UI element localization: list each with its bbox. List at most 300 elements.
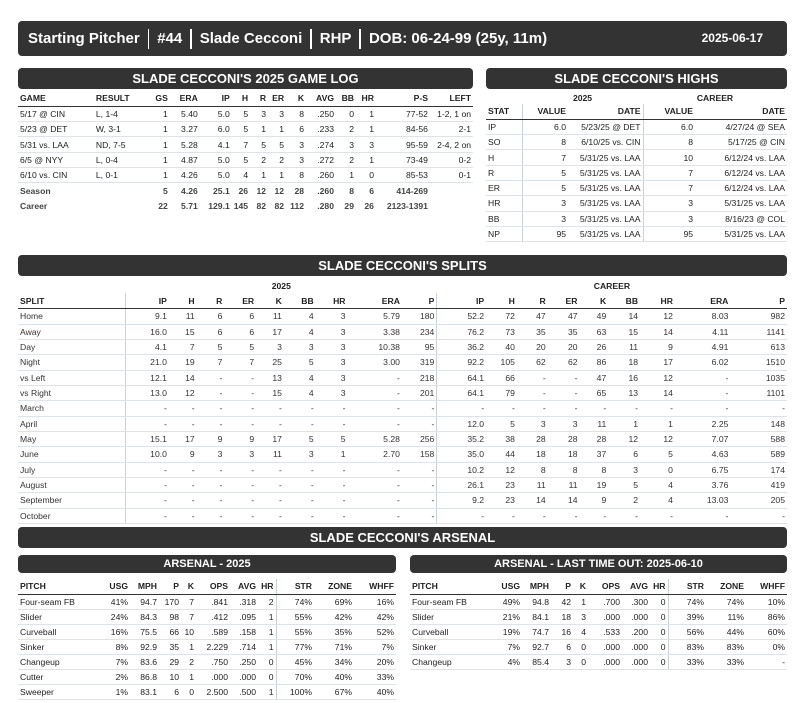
table-cell: R [486,165,522,180]
highs-row [486,119,787,134]
pitch-row [18,685,396,700]
table-cell: 8 [548,462,580,477]
table-cell: - [256,508,284,523]
table-cell: 1 [316,447,348,462]
table-cell: 3.27 [170,122,200,137]
table-cell: 13.03 [675,493,730,508]
table-cell: 1 [258,624,276,639]
table-cell: 9 [169,447,197,462]
table-cell: - [197,401,225,416]
column-header: RESULT [94,91,152,106]
table-cell: 0 [258,670,276,685]
table-cell: 9 [640,339,675,354]
game-row [18,152,473,167]
table-cell: 28 [517,431,548,446]
table-cell: 3 [268,106,286,121]
table-cell: SO [486,135,522,150]
arsenal-season-table [18,579,396,700]
table-cell: 8 [580,462,609,477]
table-cell: 92.2 [437,355,486,370]
table-cell: Home [18,309,126,324]
table-cell: 0 [181,685,196,700]
table-cell: - [284,462,316,477]
table-cell: 55% [276,609,314,624]
table-cell: 3 [316,370,348,385]
totals-row [18,198,473,213]
table-cell: 85.4 [522,654,551,669]
table-cell: vs Left [18,370,126,385]
table-cell: 0 [336,106,356,121]
table-cell: .260 [317,185,334,196]
table-cell: - [348,401,402,416]
table-cell: 71% [314,639,354,654]
table-cell: 3 [286,137,306,152]
table-cell: 18 [517,447,548,462]
table-cell: 7 [643,165,695,180]
game-log-table [18,91,473,213]
table-cell: - [517,401,548,416]
table-cell: 6 [369,185,374,196]
table-cell [94,183,152,198]
table-cell: 60% [746,624,787,639]
table-cell: 1 [356,152,376,167]
table-cell: .714 [230,639,258,654]
table-cell: 33% [354,670,396,685]
table-cell: L, 1-4 [94,106,152,121]
table-cell: - [437,401,486,416]
pitch-row [18,639,396,654]
arsenal-last-title: ARSENAL - LAST TIME OUT: 2025-06-10 [410,555,787,573]
table-cell: April [18,416,126,431]
table-cell: 73-49 [376,152,430,167]
table-cell: 35 [517,324,548,339]
table-cell: 6.0 [643,119,695,134]
game-row [18,137,473,152]
table-cell: 11 [169,309,197,324]
table-cell: 33% [668,654,706,669]
table-cell: BB [486,211,522,226]
table-cell: 6 [224,324,256,339]
table-cell: 33% [706,654,746,669]
table-cell: 5.0 [200,106,232,121]
table-cell: Curveball [18,624,102,639]
table-cell: 148 [730,416,787,431]
table-cell: .000 [230,670,258,685]
table-cell: - [256,477,284,492]
column-header: BB [608,293,640,308]
table-cell: 15 [608,324,640,339]
table-cell: 6 [551,639,573,654]
table-cell: 94.7 [130,594,159,609]
header-row [18,579,396,594]
table-cell: 9 [224,431,256,446]
column-header: K [181,579,196,594]
table-cell: 52.2 [437,309,486,324]
table-cell: 8 [349,185,354,196]
table-cell: - [608,401,640,416]
column-header: STAT [486,104,522,119]
table-cell: - [126,401,169,416]
column-header: ZONE [706,579,746,594]
table-cell: 16.0 [126,324,169,339]
table-cell: 11 [517,477,548,492]
table-cell: 7 [197,355,225,370]
table-cell: 14 [640,324,675,339]
table-cell: 63 [580,324,609,339]
table-cell: 5 [284,355,316,370]
table-cell: 100% [276,685,314,700]
table-cell: 6.02 [675,355,730,370]
table-cell: 5/31/25 vs. LAA [568,226,643,241]
table-cell: - [675,401,730,416]
table-cell: 17 [256,431,284,446]
table-cell: 2 [181,654,196,669]
table-cell: 1 [268,167,286,182]
table-cell: 11% [706,609,746,624]
column-header: P [159,579,181,594]
table-cell: 5 [232,106,250,121]
table-cell: 5.0 [200,167,232,182]
table-cell: 10% [746,594,787,609]
table-cell: - [517,385,548,400]
table-cell: Sinker [18,639,102,654]
table-cell: 49 [580,309,609,324]
table-cell: 3 [522,211,568,226]
table-cell: Four-seam FB [410,594,494,609]
table-cell: 95 [643,226,695,241]
table-cell: 15 [169,324,197,339]
table-cell: 1 [258,609,276,624]
table-cell: .533 [588,624,622,639]
column-header: USG [102,579,130,594]
table-cell: 74.7 [522,624,551,639]
table-cell: 8/16/23 @ COL [695,211,787,226]
header-divider [148,29,150,49]
table-cell: .000 [622,654,650,669]
table-cell: 11 [256,309,284,324]
table-cell: 24% [102,609,130,624]
table-cell: 2 [336,152,356,167]
table-cell: 10 [181,624,196,639]
split-row [18,447,787,462]
column-header: R [197,293,225,308]
table-cell: - [746,654,787,669]
table-cell: 4 [284,324,316,339]
table-cell: 256 [402,431,437,446]
table-cell: 66 [486,370,517,385]
table-cell: - [348,493,402,508]
table-cell: - [730,508,787,523]
table-cell: 4% [494,654,522,669]
highs-group-career: CAREER [696,92,734,103]
table-cell: 1 [152,167,170,182]
totals-row [18,183,473,198]
table-cell: - [402,462,437,477]
table-cell: 319 [402,355,437,370]
table-cell: 86% [746,609,787,624]
table-cell: 5.28 [170,137,200,152]
table-cell: 5/31/25 vs. LAA [695,196,787,211]
table-cell: - [197,508,225,523]
table-cell: .233 [306,122,336,137]
table-cell: - [316,416,348,431]
table-cell: 35.0 [437,447,486,462]
table-cell: 4 [640,477,675,492]
table-cell: 4.63 [675,447,730,462]
table-cell: 8.03 [675,309,730,324]
table-cell: 5/31/25 vs. LAA [568,196,643,211]
table-cell: 47 [517,309,548,324]
table-cell: 4 [232,167,250,182]
table-cell: 47 [580,370,609,385]
pitch-row [18,609,396,624]
table-cell: - [284,401,316,416]
column-header: PITCH [410,579,494,594]
table-cell: 13.0 [126,385,169,400]
table-cell: 1 [640,416,675,431]
table-cell: 92.7 [522,639,551,654]
table-cell: ND, 7-5 [94,137,152,152]
game-row [18,167,473,182]
table-cell: - [224,416,256,431]
table-cell: 6 [608,447,640,462]
table-cell: 0 [573,639,588,654]
table-cell: 28 [580,431,609,446]
table-cell: 4/27/24 @ SEA [695,119,787,134]
table-cell: 1-2, 1 on [430,106,473,121]
table-cell: - [316,401,348,416]
table-cell: 1141 [730,324,787,339]
table-cell: 5 [197,339,225,354]
table-cell: 4 [640,493,675,508]
table-cell: .274 [306,137,336,152]
table-cell: 14 [640,385,675,400]
table-cell: - [126,462,169,477]
table-cell: 112 [290,200,305,211]
table-cell: .318 [230,594,258,609]
split-row [18,493,787,508]
table-cell: Night [18,355,126,370]
table-cell: 10.0 [126,447,169,462]
table-cell: 5.28 [348,431,402,446]
highs-row [486,226,787,241]
table-cell: - [224,401,256,416]
table-cell: - [580,401,609,416]
table-cell: 5/17/25 @ CIN [695,135,787,150]
table-cell: 23 [486,493,517,508]
table-cell: - [730,401,787,416]
header-row [486,104,787,119]
table-cell: 3 [316,309,348,324]
arsenal-season-title: ARSENAL - 2025 [18,555,396,573]
table-cell: 2.25 [675,416,730,431]
table-cell [430,198,473,213]
table-cell: 40 [486,339,517,354]
header-divider [310,29,312,49]
table-cell: 34% [314,654,354,669]
splits-title: SLADE CECCONI'S SPLITS [18,255,787,276]
table-cell: 15.1 [126,431,169,446]
table-cell: 12 [486,462,517,477]
table-cell: 129.1 [208,200,230,211]
table-cell: 6/10 vs. CIN [18,167,94,182]
table-cell: - [197,416,225,431]
role-label: Starting Pitcher [28,30,140,47]
table-cell: - [256,401,284,416]
table-cell: 28 [548,431,580,446]
table-cell: - [126,416,169,431]
table-cell: - [256,416,284,431]
table-cell: 5/31/25 vs. LAA [568,165,643,180]
table-cell: 3 [573,609,588,624]
column-header: AVG [230,579,258,594]
table-cell: - [284,493,316,508]
table-cell: 1 [250,122,268,137]
split-row [18,416,787,431]
table-cell: .260 [306,167,336,182]
table-cell: 74% [706,594,746,609]
table-cell: - [517,508,548,523]
table-cell: 26.1 [437,477,486,492]
table-cell: 414-269 [396,185,428,196]
table-cell: .158 [230,624,258,639]
table-cell: .272 [306,152,336,167]
table-cell: 5 [268,137,286,152]
highs-row [486,165,787,180]
table-cell: 1 [608,416,640,431]
table-cell: 5/31/25 vs. LAA [568,150,643,165]
column-header: HR [640,293,675,308]
table-cell: HR [486,196,522,211]
table-cell: 5/31/25 vs. LAA [568,180,643,195]
table-cell: 6/10/25 vs. CIN [568,135,643,150]
table-cell: 41% [102,594,130,609]
table-cell: June [18,447,126,462]
table-cell: 3 [224,447,256,462]
column-header: P-S [376,91,430,106]
table-cell: .300 [622,594,650,609]
column-header: OPS [196,579,230,594]
table-cell: 26 [580,339,609,354]
table-cell: 11 [548,477,580,492]
table-cell: - [256,493,284,508]
table-cell: H [486,150,522,165]
split-row [18,401,787,416]
column-header: USG [494,579,522,594]
table-cell: 29 [159,654,181,669]
table-cell: 12.1 [126,370,169,385]
table-cell: 0 [650,654,668,669]
table-cell: 83.6 [130,654,159,669]
pitch-row [410,624,787,639]
table-cell: - [316,493,348,508]
table-cell: - [580,508,609,523]
table-cell: 3 [284,339,316,354]
table-cell: - [548,385,580,400]
table-cell: 205 [730,493,787,508]
table-cell: 7 [522,150,568,165]
table-cell: 18 [548,447,580,462]
column-header: MPH [130,579,159,594]
table-cell: 47 [548,309,580,324]
table-cell: - [197,477,225,492]
table-cell: 3.76 [675,477,730,492]
column-header: K [286,91,306,106]
table-cell: 3 [316,385,348,400]
table-cell: 6 [197,309,225,324]
table-cell: 5 [284,431,316,446]
table-cell: - [197,462,225,477]
table-cell: 13 [608,385,640,400]
table-cell: 2 [258,594,276,609]
pitch-row [410,609,787,624]
pitch-row [410,639,787,654]
game-row [18,122,473,137]
column-header: WHFF [354,579,396,594]
table-cell: 7% [354,639,396,654]
column-header: ERA [348,293,402,308]
table-cell: 14 [608,309,640,324]
table-cell: August [18,477,126,492]
table-cell: 95-59 [376,137,430,152]
column-header: K [256,293,284,308]
table-cell: 1 [258,685,276,700]
table-cell: 4.11 [675,324,730,339]
table-cell: 1 [573,594,588,609]
table-cell: - [126,508,169,523]
table-cell: - [169,462,197,477]
table-cell: 10.38 [348,339,402,354]
table-cell: 1 [181,670,196,685]
column-header: R [250,91,268,106]
table-cell: 1035 [730,370,787,385]
table-cell: 6.0 [200,122,232,137]
table-cell: 16% [102,624,130,639]
table-cell: - [316,477,348,492]
table-cell: 64.1 [437,370,486,385]
table-cell: 4.1 [126,339,169,354]
column-header: ERA [675,293,730,308]
table-cell: - [640,508,675,523]
table-cell: 145 [233,200,249,211]
table-cell: - [608,508,640,523]
table-cell: NP [486,226,522,241]
table-cell: - [197,493,225,508]
table-cell: 40% [354,685,396,700]
table-cell: - [486,401,517,416]
table-cell: 5.79 [348,309,402,324]
highs-row [486,150,787,165]
table-cell: - [169,401,197,416]
table-cell: 3 [286,152,306,167]
pitch-row [18,594,396,609]
table-cell: 12.0 [437,416,486,431]
table-cell: - [402,416,437,431]
table-cell: 5/17 @ CIN [18,106,94,121]
table-cell: 2 [336,122,356,137]
table-cell: 11 [580,416,609,431]
table-cell: 419 [730,477,787,492]
game-row [18,106,473,121]
table-cell: 0 [650,639,668,654]
table-cell: 82 [256,200,267,211]
table-cell: 7 [643,180,695,195]
table-cell: - [284,477,316,492]
table-cell: 3 [316,324,348,339]
table-cell: 7% [494,639,522,654]
table-cell: 1 [152,137,170,152]
table-cell: 2.229 [196,639,230,654]
